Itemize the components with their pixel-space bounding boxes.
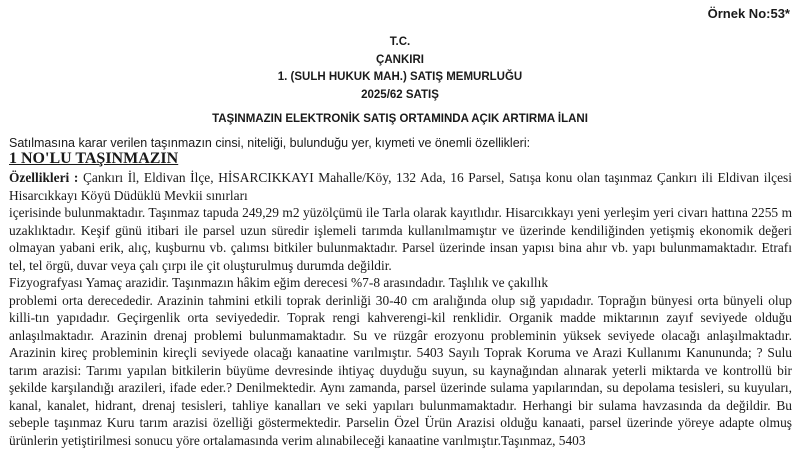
- paragraph-2: içerisinde bulunmaktadır. Taşınmaz tapuda 249,29 m2 yüzölçümü ile Tarla olarak kayıtlıdır. Hisarcıkkayı yeni yerleşim yeri civarı hattına 2255 m uzaklıktadır. Keşif günü itibari ile parsel uzun süredir işlemeli tarımda kullanılmamıştır ve üzerinde kendiliğinden yetişmiş ekonomik değeri olmayan yabani erik, alıç, kuşburnu vb. çalımsı bitkiler bulunmaktadır. Parsel üzerinde insan yapısı bina ahır vb. yapı bulunmamaktadır. Etrafı tel, tel örgü, duvar veya çalı çırpı ile çit oluşturulmuş durumda değildir.: [9, 205, 792, 273]
- paragraph-1-text: Çankırı İl, Eldivan İlçe, HİSARCIKKAYI Mahalle/Köy, 132 Ada, 16 Parsel, Satışa konu olan taşınmaz Çankırı ili Eldivan ilçesi Hisarcıkkayı Köyü Düdüklü Mevkii sınırları: [9, 170, 792, 203]
- property-description: [9, 169, 792, 449]
- paragraph-4: problemi orta derecededir. Arazinin tahmini etkili toprak derinliği 30-40 cm aralığında olup sığ yapıdadır. Toprağın bünyesi orta bünyeli olup killi-tın yapıdadır. Geçirgenlik orta seviyededir. Toprak rengi kahverengi-kil renklidir. Organik madde miktarının zayıf seviyede olduğu anlaşılmaktadır. Arazinin drenaj problemi bulunmamaktadır. Su ve rüzgâr erozyonu probleminin yüksek seviyede olacağı anlaşılmaktadır. Arazinin kireç probleminin kireçli seviyede olacağı kanaatine varılmıştır. 5403 Sayılı Toprak Koruma ve Arazi Kullanımı Kanununda; ? Sulu tarım arazisi: Tarımı yapılan bitkilerin büyüme devresinde ihtiyaç duyduğu suyun, su kaynağından alınarak yeterli miktarda ve kontrollü bir şekilde karşılandığı arazileri, ifade eder.? Denilmektedir. Aynı zamanda, parsel üzerinde sulama yapılarından, su depolama tesisleri, su kuyuları, kanal, kanalet, hidrant, drenaj tesisleri, tahliye kanalları ve seki yapıları bulunmamaktadır. Herhangi bir sulama havzasında da değildir. Bu sebeple taşınmaz Kuru tarım arazisi özelliği göstermektedir. Parselin Özel Ürün Arazisi olduğu kanaati, parsel üzerinde yöreye adapte olmuş ürünlerin yetiştirilmesi sonucu yöre ortalamasında verim alınabileceği kanaatine varılmıştır.Taşınmaz, 5403: [9, 292, 792, 448]
- announcement-title: TAŞINMAZIN ELEKTRONİK SATIŞ ORTAMINDA AÇIK ARTIRMA İLANI: [212, 113, 588, 125]
- intro-text: Satılmasına karar verilen taşınmazın cinsi, niteliği, bulunduğu yer, kıymeti ve önemli özellikleri:: [9, 136, 531, 150]
- header-city: ÇANKIRI: [376, 54, 424, 66]
- paragraph-3: Fizyografyası Yamaç arazidir. Taşınmazın hâkim eğim derecesi %7-8 arasındadır. Taşlılık ve çakıllık: [9, 275, 549, 290]
- sample-number: Örnek No:53*: [707, 6, 790, 21]
- header-file-no: 2025/62 SATIŞ: [361, 89, 439, 101]
- header-office: 1. (SULH HUKUK MAH.) SATIŞ MEMURLUĞU: [277, 71, 523, 83]
- paragraph-1: [9, 169, 792, 204]
- features-label: Özellikleri :: [9, 170, 79, 185]
- section-title: 1 NO'LU TAŞINMAZIN: [9, 150, 179, 167]
- header-tc: T.C.: [389, 36, 411, 48]
